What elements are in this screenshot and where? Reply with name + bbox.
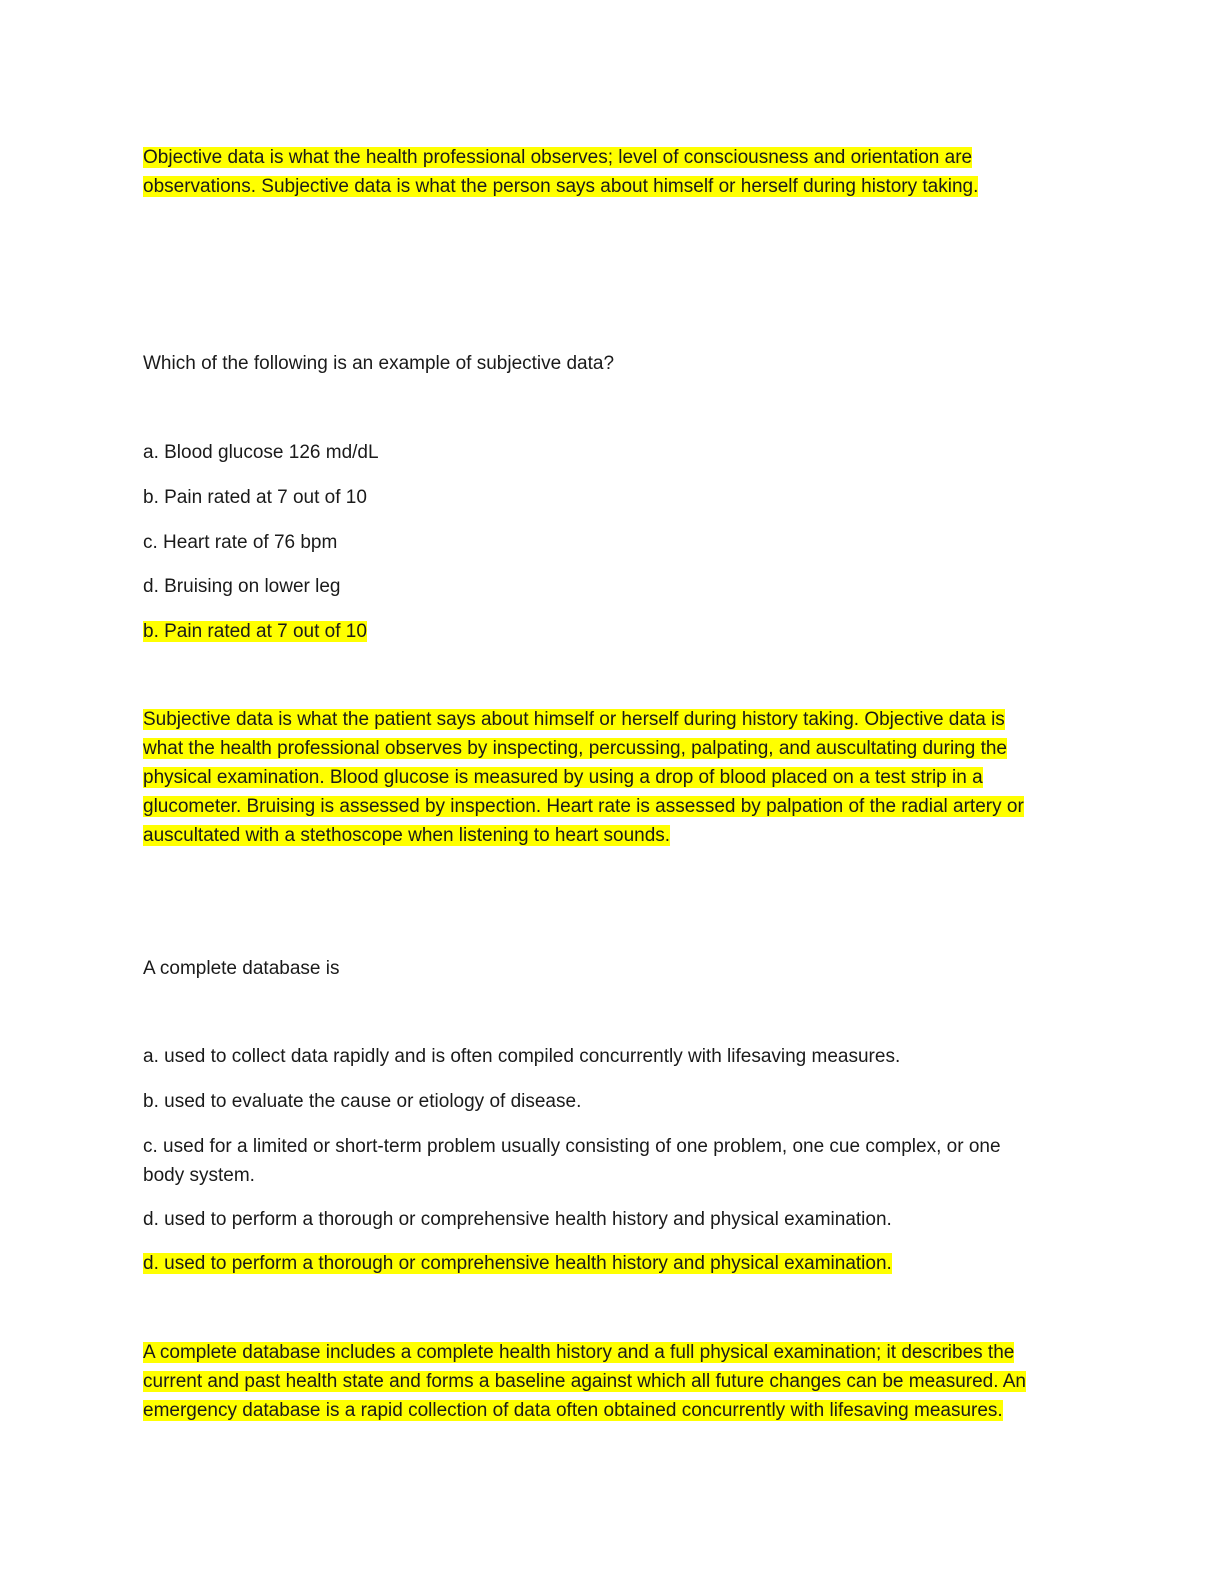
rationale-line (143, 1396, 1073, 1425)
answer-line (143, 617, 1073, 646)
question-2-rationale (143, 1338, 1073, 1425)
rationale-line (143, 734, 1073, 763)
rationale-line (143, 763, 1073, 792)
option-text: body system. (143, 1165, 255, 1186)
highlighted-text: what the health professional observes by inspecting, percussing, palpating, and auscultating during the (143, 738, 1007, 759)
question-1-option-b (143, 483, 1073, 512)
question-text: Which of the following is an example of subjective data? (143, 353, 615, 374)
question-1-option-a (143, 438, 1073, 467)
option-text: d. used to perform a thorough or comprehensive health history and physical examination. (143, 1209, 892, 1230)
highlighted-text: glucometer. Bruising is assessed by inspection. Heart rate is assessed by palpation of the radial artery or (143, 796, 1024, 817)
rationale-line (143, 1338, 1073, 1367)
answer-line (143, 1249, 1073, 1278)
highlighted-answer: d. used to perform a thorough or comprehensive health history and physical examination. (143, 1253, 892, 1274)
question-2-option-d (143, 1205, 1073, 1234)
option-text: c. used for a limited or short-term problem usually consisting of one problem, one cue complex, or one (143, 1136, 1001, 1157)
question-2-option-a (143, 1042, 1073, 1071)
question-2-prompt (143, 954, 1073, 983)
rationale-line (143, 792, 1073, 821)
question-2-option-b (143, 1087, 1073, 1116)
option-text: a. Blood glucose 126 md/dL (143, 442, 379, 463)
option-text: b. used to evaluate the cause or etiology of disease. (143, 1091, 582, 1112)
highlighted-text: physical examination. Blood glucose is measured by using a drop of blood placed on a test strip in a (143, 767, 983, 788)
explanation-paragraph-1 (143, 143, 1073, 201)
question-2-option-c (143, 1132, 1073, 1190)
question-1-answer (143, 617, 1073, 646)
question-text: A complete database is (143, 958, 340, 979)
highlighted-text: current and past health state and forms a baseline against which all future changes can be measured. An (143, 1371, 1026, 1392)
highlighted-text: observations. Subjective data is what the person says about himself or herself during history taking. (143, 176, 979, 197)
explanation-line (143, 172, 1073, 201)
option-text: a. used to collect data rapidly and is often compiled concurrently with lifesaving measures. (143, 1046, 901, 1067)
highlighted-text: A complete database includes a complete health history and a full physical examination; it describes the (143, 1342, 1015, 1363)
highlighted-text: emergency database is a rapid collection of data often obtained concurrently with lifesaving measures. (143, 1400, 1003, 1421)
question-1-option-d (143, 572, 1073, 601)
option-text: b. Pain rated at 7 out of 10 (143, 487, 367, 508)
highlighted-text: auscultated with a stethoscope when listening to heart sounds. (143, 825, 671, 846)
question-1-option-c (143, 528, 1073, 557)
rationale-line (143, 705, 1073, 734)
option-text: d. Bruising on lower leg (143, 576, 341, 597)
question-1-rationale (143, 705, 1073, 850)
highlighted-text: Objective data is what the health professional observes; level of consciousness and orientation are (143, 147, 973, 168)
rationale-line (143, 1367, 1073, 1396)
option-text: c. Heart rate of 76 bpm (143, 532, 338, 553)
highlighted-text: Subjective data is what the patient says about himself or herself during history taking. Objective data is (143, 709, 1005, 730)
question-2-answer (143, 1249, 1073, 1278)
rationale-line (143, 821, 1073, 850)
question-1-prompt (143, 349, 1073, 378)
highlighted-answer: b. Pain rated at 7 out of 10 (143, 621, 367, 642)
explanation-line (143, 143, 1073, 172)
